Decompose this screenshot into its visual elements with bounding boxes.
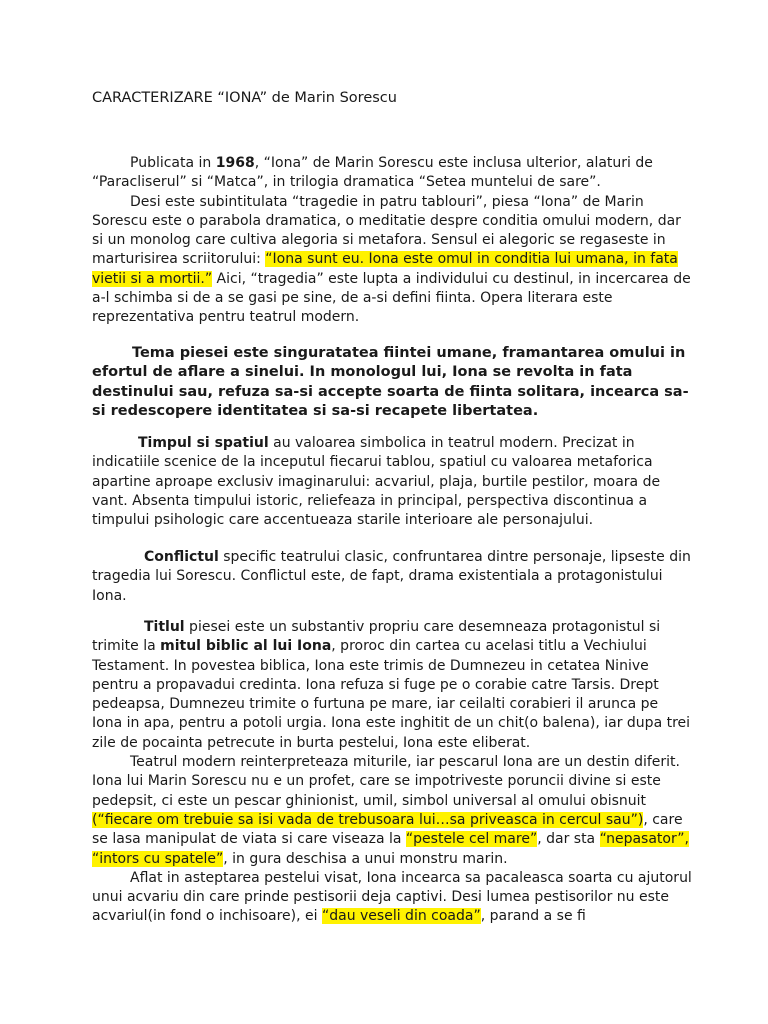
paragraph-subtitle bbox=[92, 193, 692, 328]
p1-text-b: , “Iona” de Marin Sorescu este inclusa ulterior, alaturi de “Paracliserul” si “Matca”, in trilogia dramatica “Setea muntelui de sare”. bbox=[92, 155, 653, 191]
paragraph-publication bbox=[92, 154, 692, 193]
theme-paragraph bbox=[92, 344, 692, 421]
modern-text-b: , care se lasa manipulat de viata si care viseaza la bbox=[92, 811, 683, 848]
time-space-paragraph bbox=[92, 434, 692, 530]
aquarium-text-a: Aflat in asteptarea pestelui visat, Iona incearca sa pacaleasca soarta cu ajutorul unui acvariu din care prinde pestisorii deja captivi. Desi lumea pestisorilor nu este acvariul(in fond o inchisoare), ei bbox=[92, 869, 692, 925]
modern-text-c: , dar sta bbox=[537, 831, 600, 848]
highlighted-quote: “Iona sunt eu. Iona este omul in conditia lui umana, in fata vietii si a mortii.” bbox=[92, 251, 678, 287]
paragraph-title bbox=[92, 618, 692, 753]
conflict-label: Conflictul bbox=[144, 549, 219, 565]
title-text-a: piesei este un substantiv propriu care desemneaza protagonistul si trimite la bbox=[92, 619, 661, 655]
time-space-label: Timpul si spatiul bbox=[138, 435, 269, 451]
highlighted-quote-indifferent: “nepasator”, “intors cu spatele” bbox=[92, 831, 690, 867]
highlighted-quote-circle: (“fiecare om trebuie sa isi vada de trebusoara lui…sa priveasca in cercul sau”) bbox=[92, 811, 644, 828]
title-section bbox=[92, 618, 692, 927]
paragraph-aquarium bbox=[92, 869, 692, 927]
highlighted-quote-fish: “pestele cel mare” bbox=[405, 831, 538, 848]
conflict-paragraph bbox=[92, 548, 692, 606]
conflict-text: specific teatrului clasic, confruntarea dintre personaje, lipseste din tragedia lui Sorescu. Conflictul este, de fapt, drama existentiala a protagonistului Iona. bbox=[92, 549, 691, 604]
modern-text-d: , in gura deschisa a unui monstru marin. bbox=[223, 850, 508, 867]
highlighted-quote-tail: “dau veseli din coada” bbox=[321, 908, 481, 925]
title-label: Titlul bbox=[144, 619, 185, 635]
document-title: CARACTERIZARE “IONA” de Marin Sorescu bbox=[92, 90, 397, 106]
p2-text-b: Aici, “tragedia” este lupta a individului cu destinul, in incercarea de a-l schimba si de a se gasi pe sine, de a-si defini fiinta. Opera literara este reprezentativa pentru teatrul modern. bbox=[92, 270, 691, 326]
modern-text-a: Teatrul modern reinterpreteaza miturile, iar pescarul Iona are un destin diferit. Iona lui Marin Sorescu nu e un profet, care se impotriveste poruncii divine si este pedepsit, ci este un pescar ghinionist, umil, simbol universal al omului obisnuit bbox=[92, 754, 680, 809]
title-text-b: , proroc din cartea cu acelasi titlu a Vechiului Testament. In povestea biblica, Iona este trimis de Dumnezeu in cetatea Ninive pentru a propavadui credinta. Iona refuza si fuge pe o corabie catre Tarsis. Drept pedeapsa, Dumnezeu trimite o furtuna pe mare, iar ceilalti corabieri il arunca pe Iona in apa, pentru a potoli urgia. Iona este inghitit de un chit(o balena), iar dupa trei zile de pocainta petrecute in burta pestelui, Iona este eliberat. bbox=[92, 638, 691, 751]
intro-section bbox=[92, 154, 692, 328]
paragraph-modern-theatre bbox=[92, 753, 692, 869]
biblical-myth: mitul biblic al lui Iona bbox=[160, 638, 332, 655]
time-space-text: au valoarea simbolica in teatrul modern. Precizat in indicatiile scenice de la inceputul fiecarui tablou, spatiul cu valoarea metaforica apartine aproape exclusiv imaginarului: acvariul, plaja, burtile pestilor, moara de vant. Absenta timpului istoric, reliefeaza in principal, perspectiva discontinua a timpului psihologic care accentueaza starile interioare ale personajului. bbox=[92, 435, 661, 529]
p1-text-a: Publicata in bbox=[130, 155, 216, 171]
theme-text: Tema piesei este singuratatea fiintei umane, framantarea omului in efortul de aflare a sinelui. In monologul lui, Iona se revolta in fata destinului sau, refuza sa-si accepte soarta de fiinta solitara, incearca sa-si redescopere identitatea si sa-si recapete libertatea. bbox=[92, 345, 689, 419]
publication-year: 1968 bbox=[215, 155, 255, 171]
aquarium-text-b: , parand a se fi bbox=[480, 908, 586, 925]
p2-text-a: Desi este subintitulata “tragedie in patru tablouri”, piesa “Iona” de Marin Sorescu este o parabola dramatica, o meditatie despre conditia omului modern, dar si un monolog care cultiva alegoria si metafora. Sensul ei alegoric se regaseste in marturisirea scriitorului: bbox=[92, 193, 681, 268]
